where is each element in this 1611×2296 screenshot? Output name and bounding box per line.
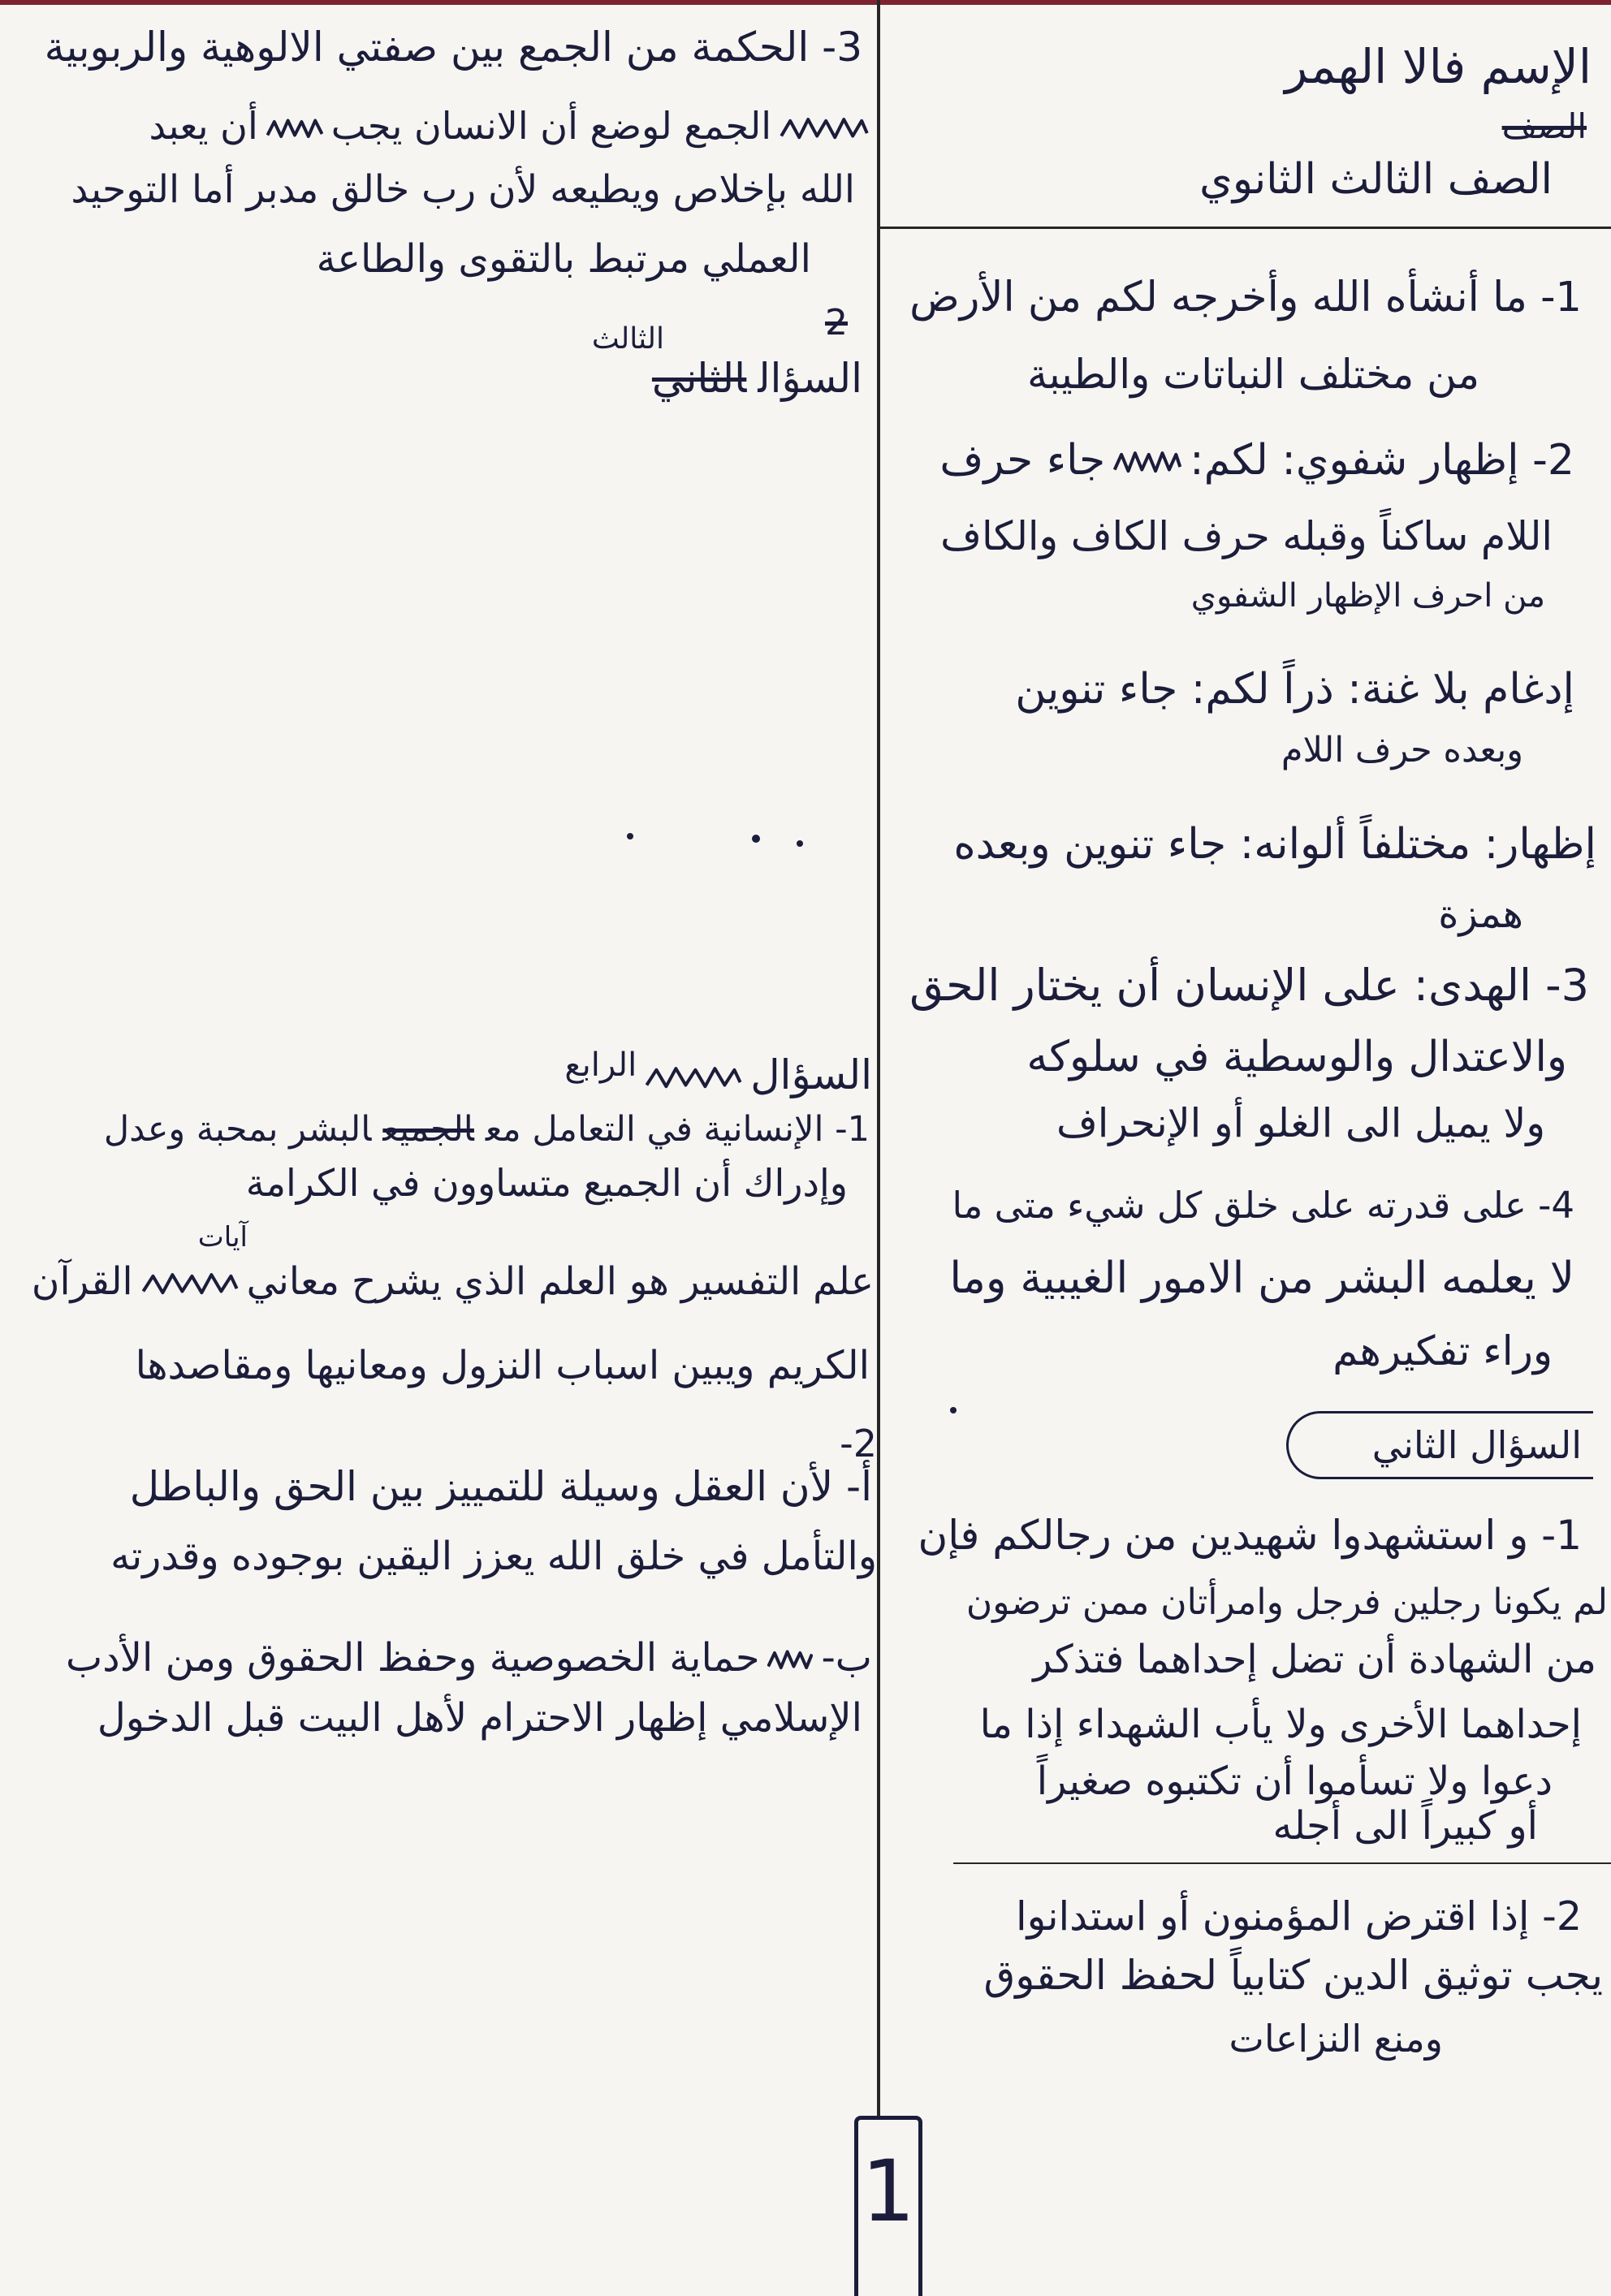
q2-answer-line: 2- إذا اقترض المؤمنون أو استدانوا: [1015, 1893, 1582, 1940]
q4-answer-line: أ- لأن العقل وسيلة للتمييز بين الحق والباطل: [129, 1463, 872, 1510]
answer-text: 1- الإنسانية في التعامل مع: [485, 1109, 870, 1150]
q4-answer-line: الكريم ويبين اسباب النزول ومعانيها ومقاصدها: [135, 1343, 870, 1388]
ink-dot: [797, 840, 803, 847]
scribble-svg: [767, 1648, 813, 1672]
q1-answer-line: 4- على قدرته على خلق كل شيء متى ما: [952, 1184, 1574, 1227]
struck-word: الجميع: [382, 1109, 474, 1150]
answer-separator-rule: [953, 1862, 1611, 1864]
question-2-heading-box: [1286, 1411, 1593, 1479]
scribble-mark: [266, 117, 323, 141]
q1-answer-line: والاعتدال والوسطية في سلوكه: [1026, 1033, 1567, 1081]
q1-answer-line: ولا يميل الى الغلو أو الإنحراف: [1056, 1100, 1545, 1146]
q4-answer-line: [98, 1104, 870, 1154]
struck-word: الثاني: [651, 355, 747, 402]
q1-answer-line: من مختلف النباتات والطيبة: [1026, 351, 1479, 398]
q1-part3-answer-line: [146, 99, 877, 153]
answer-text: ب-: [821, 1635, 872, 1681]
question-3-heading: [505, 349, 862, 408]
grade-label: الصف الثالث الثانوي: [1199, 155, 1553, 204]
q1-answer-line: إظهار: مختلفاً ألوانه: جاء تنوين وبعده: [953, 820, 1596, 869]
answer-text: القرآن: [31, 1259, 133, 1304]
q1-answer-line: وبعده حرف اللام: [1281, 730, 1523, 770]
answer-text: 2- إظهار شفوي: لكم:: [1190, 436, 1574, 485]
q1-answer-line: اللام ساكناً وقبله حرف الكاف والكاف: [940, 513, 1553, 559]
scribble-svg: [1113, 449, 1181, 477]
answer-text: حماية الخصوصية وحفظ الحقوق ومن الأدب: [66, 1635, 760, 1681]
q1-answer-line: همزة: [1438, 891, 1523, 937]
answer-text: الجمع لوضع أن الانسان يجب: [330, 104, 771, 148]
q1-part3-answer-line: الله بإخلاص ويطيعه لأن رب خالق مدبر أما التوحيد: [71, 167, 855, 212]
right-column: [880, 0, 1611, 2296]
q1-answer-line: 1- ما أنشأه الله وأخرجه لكم من الأرض: [909, 274, 1582, 322]
q1-part3-answer-line: العملي مرتبط بالتقوى والطاعة: [316, 236, 811, 282]
q1-answer-line: 3- الهدى: على الإنسان أن يختار الحق: [909, 960, 1589, 1011]
ink-dot: [950, 1407, 957, 1413]
q4-answer-line: الإسلامي إظهار الاحترام لأهل البيت قبل الدخول: [97, 1695, 862, 1741]
question-word: السؤال: [758, 355, 862, 402]
q4-answer-line: [21, 1254, 874, 1310]
struck-question-number: 2: [825, 302, 848, 343]
answer-text: علم التفسير هو العلم الذي يشرح معاني: [246, 1259, 874, 1304]
answer-text: أن يعبد: [149, 104, 258, 148]
scribble-svg: [141, 1271, 239, 1298]
q1-answer-line: من احرف الإظهار الشفوي: [1190, 577, 1545, 615]
scribble-svg: [780, 115, 869, 143]
q2-answer-line: يجب توثيق الدين كتابياً لحفظ الحقوق: [983, 1952, 1603, 1999]
q2-answer-line: ومنع النزاعات: [1229, 2017, 1443, 2061]
struck-word: الصف: [1501, 106, 1587, 146]
q1-answer-line: [901, 430, 1574, 491]
q1-answer-line: وراء تفكيرهم: [1332, 1327, 1553, 1375]
q2-answer-line: من الشهادة أن تضل إحداهما فتذكر: [1033, 1637, 1596, 1682]
student-name: الإسم فالا الهمر: [1285, 39, 1592, 94]
page-number: 1: [854, 2116, 922, 2296]
answer-text: البشر بمحبة وعدل: [103, 1109, 372, 1150]
q2-answer-line: 1- و استشهدوا شهيدين من رجالكم فإن: [918, 1512, 1582, 1559]
q2-answer-line: لم يكونا رجلين فرجل وامرأتان ممن ترضون: [965, 1582, 1608, 1623]
ink-dot: [627, 833, 633, 839]
header-rule: [880, 227, 1611, 229]
scribble-mark: [780, 115, 869, 143]
question-3-ordinal-insert: الثالث: [591, 322, 664, 356]
scribble-mark: [645, 1064, 742, 1092]
scribble-mark: [1113, 449, 1181, 477]
q2-answer-line: دعوا ولا تسأموا أن تكتبوه صغيراً: [1036, 1759, 1553, 1804]
inserted-word: آيات: [197, 1221, 248, 1254]
q4-answer-line: وإدراك أن الجميع متساوون في الكرامة: [245, 1161, 848, 1205]
q1-part3-heading: 3- الحكمة من الجمع بين صفتي الالوهية والربوبية: [44, 24, 862, 71]
q4-answer-line: والتأمل في خلق الله يعزز اليقين بوجوده وقدرته: [110, 1534, 877, 1579]
q2-answer-line: إحداهما الأخرى ولا يأب الشهداء إذا ما: [979, 1702, 1582, 1747]
question-4-heading: [490, 1046, 872, 1105]
scribble-mark: [767, 1648, 813, 1672]
answer-text: جاء حرف: [939, 436, 1106, 485]
question-word: السؤال: [750, 1051, 872, 1098]
ink-dot: [752, 835, 760, 843]
scribble-svg: [645, 1064, 742, 1092]
q1-answer-line: إدغام بلا غنة: ذراً لكم: جاء تنوين: [1015, 665, 1574, 714]
q2-answer-line: أو كبيراً الى أجله: [1272, 1803, 1538, 1849]
question-2-heading: السؤال الثاني: [1371, 1423, 1582, 1467]
q4-answer-line: [52, 1630, 872, 1687]
scribble-svg: [266, 117, 323, 141]
question-ordinal: الرابع: [564, 1047, 637, 1084]
q4-item-number: 2-: [840, 1422, 877, 1465]
q1-answer-line: لا يعلمه البشر من الامور الغيبية وما: [949, 1254, 1574, 1303]
scribble-mark: [141, 1271, 239, 1298]
